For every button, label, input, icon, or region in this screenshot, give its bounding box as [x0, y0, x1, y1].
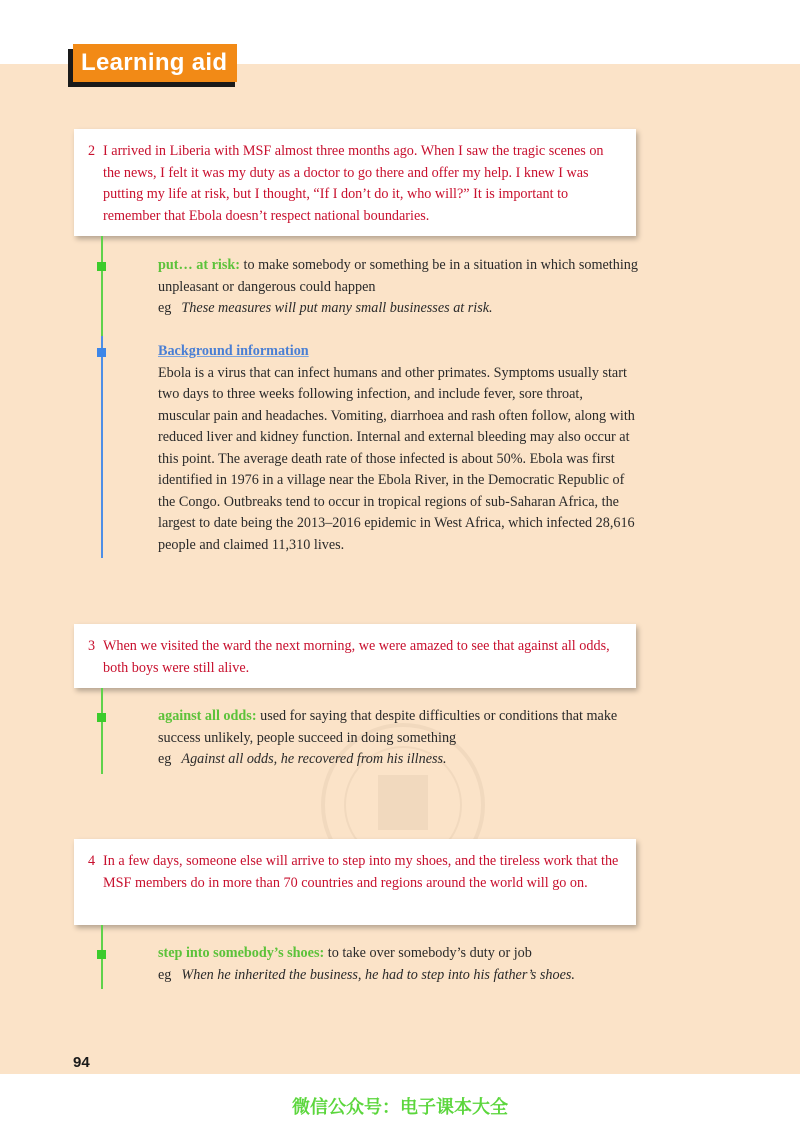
- wechat-footer: 微信公众号：电子课本大全: [292, 1097, 508, 1118]
- quote-box-4: [74, 839, 636, 925]
- section-number: 3: [88, 638, 96, 654]
- section-number: 2: [88, 143, 96, 159]
- background-title: Background information: [158, 343, 309, 359]
- quote-box-3: [74, 624, 636, 688]
- vocab-marker-icon: [97, 950, 106, 959]
- vocab-definition: to make somebody or something be in a situation in which something unpleasant or dangerous could happen: [158, 257, 638, 295]
- quote-text: In a few days, someone else will arrive to step into my shoes, and the tireless work that the MSF members do in more than 70 countries and regions around the world will go on.: [103, 853, 619, 891]
- section-number: 4: [88, 853, 96, 869]
- vocab-definition: used for saying that despite difficulties or conditions that make success unlikely, people succeed in doing something: [158, 708, 618, 746]
- eg-label: eg: [158, 966, 172, 983]
- eg-label: eg: [158, 300, 172, 316]
- background-marker-icon: [97, 348, 106, 357]
- vocab-note: [158, 706, 638, 771]
- eg-label: eg: [158, 751, 172, 767]
- blue-guide-line: [101, 336, 103, 558]
- quote-box-2: [74, 129, 636, 236]
- learning-aid-tag: Learning aid: [73, 44, 237, 82]
- quote-text: When we visited the ward the next morning, we were amazed to see that against all odds, both boys were still alive.: [103, 638, 610, 676]
- vocab-note: [158, 943, 638, 986]
- example-sentence: Against all odds, he recovered from his illness.: [181, 751, 447, 767]
- example-sentence: When he inherited the business, he had to step into his father’s shoes.: [181, 966, 575, 983]
- vocab-marker-icon: [97, 262, 106, 271]
- example-sentence: These measures will put many small businesses at risk.: [181, 300, 493, 316]
- vocab-term: step into somebody’s shoes:: [158, 945, 325, 961]
- background-text: Ebola is a virus that can infect humans and other primates. Symptoms usually start two days to three weeks following infection, and include fever, sore throat, muscular pain and headaches. Vomiting, diarrhoea and rash often follow, along with reduced liver and kidney function. Internal and external bleeding may also occur at this point. The average death rate of those infected is about 50%. Ebola was first identified in 1976 in a village near the Ebola River, in the Democratic Republic of the Congo. Outbreaks tend to occur in tropical regions of sub-Saharan Africa, the largest to date being the 2013–2016 epidemic in West Africa, which infected 28,616 people and claimed 11,310 lives.: [158, 364, 635, 553]
- vocab-marker-icon: [97, 713, 106, 722]
- quote-text: I arrived in Liberia with MSF almost three months ago. When I saw the tragic scenes on the news, I felt it was my duty as a doctor to go there and offer my help. I knew I was putting my life at risk, but I thought, “If I don’t do it, who will?” It is important to remember that Ebola doesn’t respect national boundaries.: [103, 143, 604, 224]
- vocab-note: [158, 255, 638, 320]
- vocab-definition: to take over somebody’s duty or job: [327, 945, 532, 961]
- green-guide-line: [101, 236, 103, 336]
- page-number: 94: [73, 1054, 90, 1071]
- vocab-term: against all odds:: [158, 708, 257, 724]
- green-guide-line: [101, 688, 103, 774]
- vocab-term: put… at risk:: [158, 257, 240, 273]
- background-note: [158, 341, 638, 556]
